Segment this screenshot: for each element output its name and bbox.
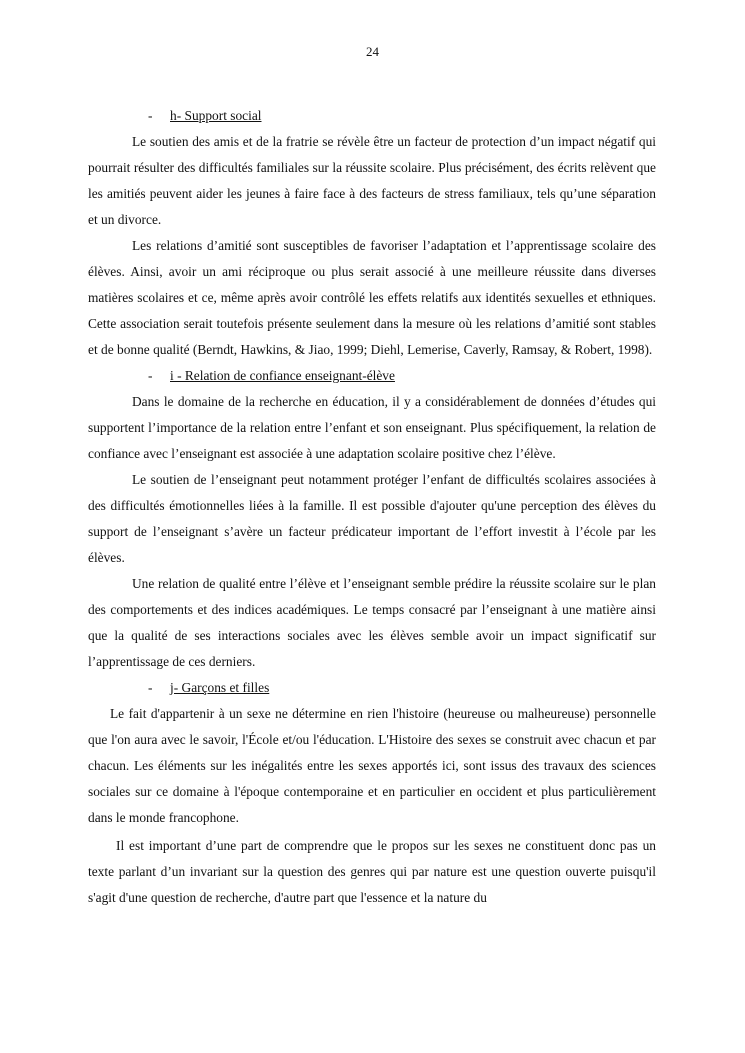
paragraph: Le soutien des amis et de la fratrie se révèle être un facteur de protection d’un impact négatif qui pourrait résulter des difficultés familiales sur la réussite scolaire. Plus précisément, des écrits relèvent que les amitiés peuvent aider les jeunes à faire face à des facteurs de stress familiaux, tels qu’une séparation et un divorce. (88, 134, 656, 227)
paragraph: Les relations d’amitié sont susceptibles de favoriser l’adaptation et l’apprentissage scolaire des élèves. Ainsi, avoir un ami réciproque ou plus serait associé à une meilleure réussite dans diverses matières scolaires et ce, même après avoir contrôlé les effets relatifs aux identités sexuelles et ethniques. Cette association serait toutefois présente seulement dans la mesure où les relations d’amitié sont stables et de bonne qualité (Berndt, Hawkins, & Jiao, 1999; Diehl, Lemerise, Caverly, Ramsay, & Robert, 1998). (88, 238, 656, 357)
section-heading-j (88, 675, 656, 701)
section-heading-i (88, 363, 656, 389)
paragraph: Dans le domaine de la recherche en éducation, il y a considérablement de données d’études qui supportent l’importance de la relation entre l’enfant et son enseignant. Plus spécifiquement, la relation de confiance avec l’enseignant est associée à une adaptation scolaire positive chez l’élève. (88, 394, 656, 461)
paragraph: Il est important d’une part de comprendre que le propos sur les sexes ne constituent donc pas un texte parlant d’un invariant sur la question des genres qui par nature est une question ouverte puisqu'il s'agit d'une question de recherche, d'autre part que l'essence et la nature du (88, 838, 656, 905)
heading-dash: - (148, 680, 153, 695)
heading-dash: - (148, 368, 153, 383)
heading-dash: - (148, 108, 153, 123)
page-number: 24 (366, 44, 379, 59)
document-body (88, 103, 656, 911)
section-title-h: h- Support social (170, 108, 262, 123)
paragraph: Le fait d'appartenir à un sexe ne détermine en rien l'histoire (heureuse ou malheureuse) personnelle que l'on aura avec le savoir, l'École et/ou l'éducation. L'Histoire des sexes se construit avec chacun et par chacun. Les éléments sur les inégalités entre les sexes apportés ici, sont issus des travaux des sciences sociales sur ce domaine à l'époque contemporaine et en particulier en occident et plus particulièrement dans le monde francophone. (88, 706, 656, 825)
section-heading-h (88, 103, 656, 129)
section-title-j: j- Garçons et filles (170, 680, 270, 695)
paragraph: Une relation de qualité entre l’élève et l’enseignant semble prédire la réussite scolaire sur le plan des comportements et des indices académiques. Le temps consacré par l’enseignant à une matière ainsi que la qualité de ses interactions sociales avec les élèves semble avoir un impact significatif sur l’apprentissage de ces derniers. (88, 576, 656, 669)
paragraph: Le soutien de l’enseignant peut notamment protéger l’enfant de difficultés scolaires associées à des difficultés émotionnelles liées à la famille. Il est possible d'ajouter qu'une perception des élèves du support de l’enseignant s’avère un facteur prédicateur important de l’effort investit à l’école par les élèves. (88, 472, 656, 565)
section-title-i: i - Relation de confiance enseignant-élève (170, 368, 395, 383)
